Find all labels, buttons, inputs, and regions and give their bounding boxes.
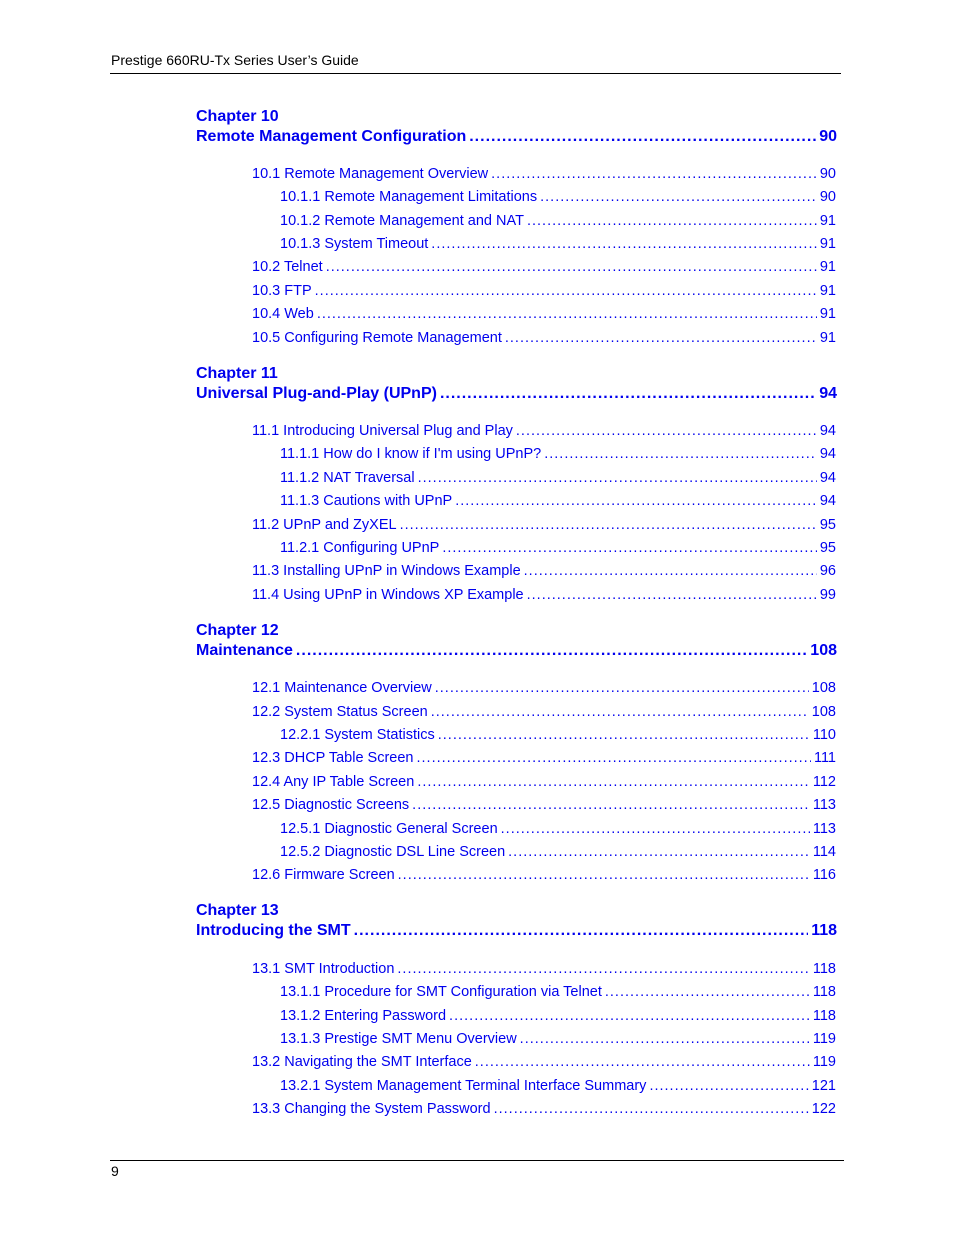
dot-leader xyxy=(524,561,817,581)
toc-entry-link[interactable] xyxy=(252,772,836,792)
dot-leader xyxy=(397,959,809,979)
toc-entry-link[interactable] xyxy=(280,725,836,745)
dot-leader xyxy=(494,1099,809,1119)
toc-entry-page: 94 xyxy=(819,470,836,486)
toc-entry-title: 11.1.2 NAT Traversal xyxy=(280,470,415,486)
toc-entry-link[interactable] xyxy=(252,304,836,324)
toc-entry-title: 12.6 Firmware Screen xyxy=(252,867,395,883)
toc-entry-link[interactable] xyxy=(280,819,836,839)
toc-entry-title: 13.1 SMT Introduction xyxy=(252,961,395,977)
toc-entry-page: 94 xyxy=(819,423,836,439)
dot-leader xyxy=(501,819,810,839)
chapter-label: Chapter 10 xyxy=(196,108,279,125)
toc-entry-title: 13.3 Changing the System Password xyxy=(252,1101,491,1117)
toc-entry-link[interactable] xyxy=(280,1006,836,1026)
dot-leader xyxy=(605,982,810,1002)
toc-entry-title: 13.2.1 System Management Terminal Interface Summary xyxy=(280,1078,647,1094)
toc-entry-title: 12.1 Maintenance Overview xyxy=(252,680,432,696)
toc-entry-title: 10.3 FTP xyxy=(252,283,312,299)
toc-entry-link[interactable] xyxy=(252,959,836,979)
toc-entry-title: 12.5 Diagnostic Screens xyxy=(252,797,410,813)
dot-leader xyxy=(440,384,816,404)
chapter-title: Universal Plug-and-Play (UPnP) xyxy=(196,385,437,402)
dot-leader xyxy=(649,1076,808,1096)
chapter-heading xyxy=(196,621,837,661)
dot-leader xyxy=(412,795,810,815)
toc-entry-title: 10.4 Web xyxy=(252,306,314,322)
dot-leader xyxy=(505,328,817,348)
toc-entry-link[interactable] xyxy=(252,328,836,348)
toc-entry-page: 90 xyxy=(819,189,836,205)
dot-leader xyxy=(326,257,817,277)
toc-entry-title: 12.4 Any IP Table Screen xyxy=(252,774,415,790)
toc-entry-page: 91 xyxy=(819,213,836,229)
toc-entry-title: 10.5 Configuring Remote Management xyxy=(252,330,502,346)
toc-entry-link[interactable] xyxy=(252,561,836,581)
toc-entry-link[interactable] xyxy=(252,1099,836,1119)
dot-leader xyxy=(527,211,817,231)
toc-entry-page: 99 xyxy=(819,587,836,603)
toc-entry-page: 90 xyxy=(819,166,836,182)
toc-entry-page: 91 xyxy=(819,259,836,275)
toc-entry-title: 11.1.1 How do I know if I'm using UPnP? xyxy=(280,446,542,462)
toc-entry-link[interactable] xyxy=(280,1029,836,1049)
toc-entry-title: 10.1.2 Remote Management and NAT xyxy=(280,213,524,229)
dot-leader xyxy=(540,187,817,207)
toc-entry-link[interactable] xyxy=(252,281,836,301)
toc-entry-link[interactable] xyxy=(280,1076,836,1096)
dot-leader xyxy=(418,468,817,488)
dot-leader xyxy=(438,725,810,745)
toc-entry-link[interactable] xyxy=(252,748,836,768)
toc-entry-title: 10.1.1 Remote Management Limitations xyxy=(280,189,538,205)
toc-entry-page: 119 xyxy=(812,1054,836,1070)
toc-entry-link[interactable] xyxy=(252,164,836,184)
toc-entry-page: 119 xyxy=(812,1031,836,1047)
toc-entry-title: 13.1.3 Prestige SMT Menu Overview xyxy=(280,1031,517,1047)
toc-entry-link[interactable] xyxy=(280,234,836,254)
toc-entry-page: 91 xyxy=(819,306,836,322)
toc-entry-link[interactable] xyxy=(280,187,836,207)
toc-entry-title: 11.1.3 Cautions with UPnP xyxy=(280,493,453,509)
dot-leader xyxy=(491,164,817,184)
toc-entry-page: 118 xyxy=(812,961,836,977)
dot-leader xyxy=(449,1006,810,1026)
toc-entry-title: 13.1.2 Entering Password xyxy=(280,1008,447,1024)
toc-entry-title: 11.4 Using UPnP in Windows XP Example xyxy=(252,587,524,603)
toc-entry-page: 91 xyxy=(819,236,836,252)
toc-entry-link[interactable] xyxy=(252,702,836,722)
toc-entry-link[interactable] xyxy=(252,1052,836,1072)
chapter-page-number: 118 xyxy=(811,922,837,939)
toc-entry-page: 111 xyxy=(813,750,836,766)
toc-entry-link[interactable] xyxy=(252,678,836,698)
dot-leader xyxy=(527,585,817,605)
toc-entry-title: 12.5.1 Diagnostic General Screen xyxy=(280,821,498,837)
dot-leader xyxy=(431,234,817,254)
toc-entry-link[interactable] xyxy=(252,585,836,605)
dot-leader xyxy=(296,641,807,661)
toc-entry-link[interactable] xyxy=(280,842,836,862)
chapter-page-number: 94 xyxy=(819,385,837,402)
dot-leader xyxy=(442,538,817,558)
chapter-heading xyxy=(196,364,837,404)
toc-entry-page: 110 xyxy=(812,727,836,743)
toc-entry-page: 121 xyxy=(811,1078,836,1094)
dot-leader xyxy=(354,921,809,941)
toc-entry-title: 12.5.2 Diagnostic DSL Line Screen xyxy=(280,844,506,860)
chapter-label: Chapter 11 xyxy=(196,365,278,382)
toc-entry-link[interactable] xyxy=(252,257,836,277)
toc-entry-link[interactable] xyxy=(280,444,836,464)
toc-entry-page: 122 xyxy=(811,1101,836,1117)
dot-leader xyxy=(431,702,809,722)
toc-entry-link[interactable] xyxy=(252,421,836,441)
toc-entry-page: 94 xyxy=(819,493,836,509)
chapter-page-number: 90 xyxy=(819,128,837,145)
header-rule xyxy=(110,73,841,74)
dot-leader xyxy=(469,127,816,147)
toc-entry-title: 11.1 Introducing Universal Plug and Play xyxy=(252,423,513,439)
toc-entry-title: 10.1 Remote Management Overview xyxy=(252,166,489,182)
toc-entry-title: 13.1.1 Procedure for SMT Configuration via Telnet xyxy=(280,984,602,1000)
chapter-page-number: 108 xyxy=(810,642,837,659)
running-header: Prestige 660RU-Tx Series User’s Guide xyxy=(111,52,359,68)
page-number: 9 xyxy=(111,1163,119,1179)
dot-leader xyxy=(544,444,817,464)
chapter-title: Maintenance xyxy=(196,642,293,659)
chapter-title: Remote Management Configuration xyxy=(196,128,467,145)
toc-entry-title: 12.3 DHCP Table Screen xyxy=(252,750,414,766)
toc-entry-link[interactable] xyxy=(252,795,836,815)
toc-entry-title: 11.3 Installing UPnP in Windows Example xyxy=(252,563,521,579)
chapter-heading xyxy=(196,901,837,941)
toc-entry-title: 13.2 Navigating the SMT Interface xyxy=(252,1054,472,1070)
chapter-label: Chapter 12 xyxy=(196,622,279,639)
toc-entry-title: 12.2.1 System Statistics xyxy=(280,727,435,743)
toc-entry-page: 112 xyxy=(812,774,836,790)
toc-entry-link[interactable] xyxy=(280,982,836,1002)
toc-entry-title: 10.2 Telnet xyxy=(252,259,323,275)
toc-entry-page: 94 xyxy=(819,446,836,462)
toc-entry-link[interactable] xyxy=(280,538,836,558)
toc-entry-link[interactable] xyxy=(252,865,836,885)
toc-entry-page: 118 xyxy=(812,984,836,1000)
toc-entry-page: 91 xyxy=(819,283,836,299)
toc-entry-page: 113 xyxy=(812,797,836,813)
toc-entry-link[interactable] xyxy=(280,468,836,488)
toc-entry-link[interactable] xyxy=(252,515,836,535)
chapter-label: Chapter 13 xyxy=(196,902,279,919)
dot-leader xyxy=(417,772,810,792)
toc-entry-page: 95 xyxy=(819,540,836,556)
dot-leader xyxy=(455,491,817,511)
toc-entry-link[interactable] xyxy=(280,491,836,511)
toc-entry-page: 95 xyxy=(819,517,836,533)
toc-entry-page: 114 xyxy=(812,844,836,860)
toc-entry-page: 108 xyxy=(811,704,836,720)
dot-leader xyxy=(398,865,810,885)
chapter-title-link[interactable] xyxy=(196,127,837,147)
dot-leader xyxy=(520,1029,810,1049)
toc-entry-title: 12.2 System Status Screen xyxy=(252,704,428,720)
toc-entry-page: 113 xyxy=(812,821,836,837)
toc-entry-link[interactable] xyxy=(280,211,836,231)
dot-leader xyxy=(315,281,817,301)
footer-rule xyxy=(110,1160,844,1161)
toc-entry-title: 11.2 UPnP and ZyXEL xyxy=(252,517,397,533)
dot-leader xyxy=(400,515,817,535)
dot-leader xyxy=(416,748,810,768)
toc-entry-page: 96 xyxy=(819,563,836,579)
chapter-title-link[interactable] xyxy=(196,641,837,661)
toc-entry-page: 116 xyxy=(812,867,836,883)
toc-entry-title: 11.2.1 Configuring UPnP xyxy=(280,540,440,556)
toc-entry-page: 108 xyxy=(811,680,836,696)
dot-leader xyxy=(435,678,809,698)
toc-entry-page: 91 xyxy=(819,330,836,346)
chapter-heading xyxy=(196,107,837,147)
chapter-title-link[interactable] xyxy=(196,384,837,404)
toc-entry-title: 10.1.3 System Timeout xyxy=(280,236,429,252)
chapter-title-link[interactable] xyxy=(196,921,837,941)
dot-leader xyxy=(516,421,817,441)
toc-entry-page: 118 xyxy=(812,1008,836,1024)
dot-leader xyxy=(317,304,817,324)
dot-leader xyxy=(475,1052,810,1072)
dot-leader xyxy=(508,842,810,862)
chapter-title: Introducing the SMT xyxy=(196,922,351,939)
